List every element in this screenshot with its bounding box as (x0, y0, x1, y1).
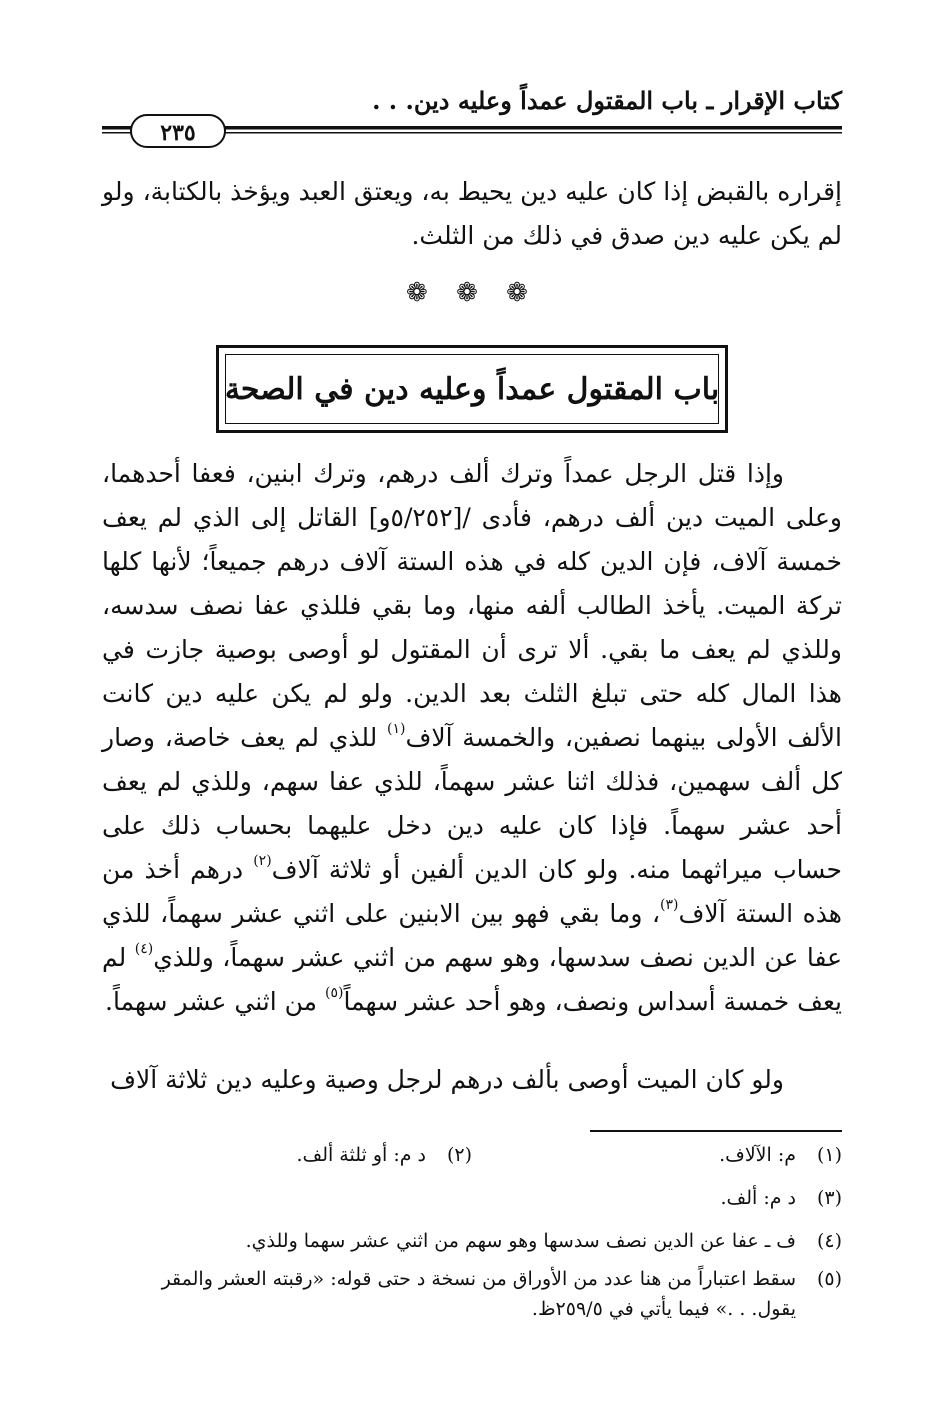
footnote-text-continued: يقول. . .» فيما يأتي في ٢٥٩/٥ظ. (531, 1298, 796, 1320)
footnote-number: (٣) (816, 1187, 842, 1209)
footnote-text: م: الآلاف. (719, 1144, 796, 1166)
chapter-heading: باب المقتول عمداً وعليه دين في الصحة (224, 371, 720, 407)
footnote-text: ف ـ عفا عن الدين نصف سدسها وهو سهم من اثني عشر سهما وللذي. (245, 1230, 796, 1252)
second-paragraph (102, 1058, 842, 1102)
main-text-segment: للذي لم يعف خاصة، وصار كل ألف سهمين، فذلك اثنا عشر سهماً، للذي عفا سهم، وللذي لم يعف أحد عشر سهماً. فإذا كان عليه دين دخل عليهما بحساب ذلك على حساب ميراثهما منه. ولو كان الدين ألفين أو ثلاثة آلاف (102, 723, 843, 884)
footnote-text: د م: ألف. (720, 1187, 796, 1209)
main-text-segment: درهم أخذ من هذه الستة آلاف (102, 855, 842, 928)
main-text-segment: وإذا قتل الرجل عمداً وترك ألف درهم، وترك ابنين، فعفا أحدهما، وعلى الميت دين ألف درهم، فأدى /[٥/٢٥٢و] القاتل إلى الذي لم يعف خمسة آلاف، فإن الدين كله في هذه الستة آلاف درهم جميعاً؛ لأنها كلها تركة الميت. يأخذ الطالب ألفه منها، وما بقي فللذي عفا نصف سدسه، وللذي لم يعف ما بقي. ألا ترى أن المقتول لو أوصى بوصية جازت في هذا المال كله حتى تبلغ الثلث بعد الدين. ولو لم يكن عليه دين كانت الألف الأولى بينهما نصفين، والخمسة آلاف (102, 459, 842, 752)
footnote-number: (٥) (816, 1268, 842, 1290)
main-text-segment: من اثني عشر سهماً. (105, 987, 325, 1016)
second-paragraph-text: ولو كان الميت أوصى بألف درهم لرجل وصية وعليه دين ثلاثة آلاف (110, 1065, 784, 1094)
chapter-heading-frame (216, 345, 728, 433)
footnote-1 (719, 1140, 842, 1170)
footnote-5 (102, 1264, 842, 1324)
page-number: ٢٣٥ (130, 114, 226, 148)
main-text-segment: لم يعف خمسة أسداس ونصف، وهو أحد عشر سهماً (102, 943, 842, 1016)
footnote-separator-rule (590, 1130, 842, 1132)
main-paragraph (102, 452, 842, 1024)
footnote-text: د م: أو ثلثة ألف. (296, 1144, 426, 1166)
footnote-marker-2: (٢) (253, 852, 272, 869)
main-paragraph-text (102, 452, 842, 1024)
section-separator-ornament: ❁ ❁ ❁ (406, 278, 538, 308)
footnote-marker-1: (١) (386, 720, 406, 737)
footnote-marker-3: (٣) (660, 896, 679, 913)
footnote-3 (102, 1183, 842, 1213)
footnote-marker-4: (٤) (134, 940, 154, 957)
footnote-number: (٢) (446, 1144, 472, 1166)
footnote-number: (١) (816, 1144, 842, 1166)
intro-text: إقراره بالقبض إذا كان عليه دين يحيط به، ويعتق العبد ويؤخذ بالكتابة، ولو لم يكن عليه دين صدق في ذلك من الثلث. (102, 177, 842, 250)
main-text-segment: ، وما بقي فهو بين الابنين على اثني عشر سهماً، للذي عفا عن الدين نصف سدسها، وهو سهم من اثني عشر سهماً، وللذي (102, 899, 843, 972)
running-header-title: كتاب الإقرار ـ باب المقتول عمداً وعليه دين. . . (372, 86, 842, 115)
footnote-text: سقط اعتباراً من هنا عدد من الأوراق من نسخة د حتى قوله: «رقبته العشر والمقر (161, 1268, 796, 1290)
footnote-number: (٤) (816, 1230, 842, 1252)
footnote-2 (296, 1140, 472, 1170)
footnote-4 (102, 1226, 842, 1256)
intro-paragraph (102, 170, 842, 258)
footnote-marker-5: (٥) (325, 984, 344, 1001)
